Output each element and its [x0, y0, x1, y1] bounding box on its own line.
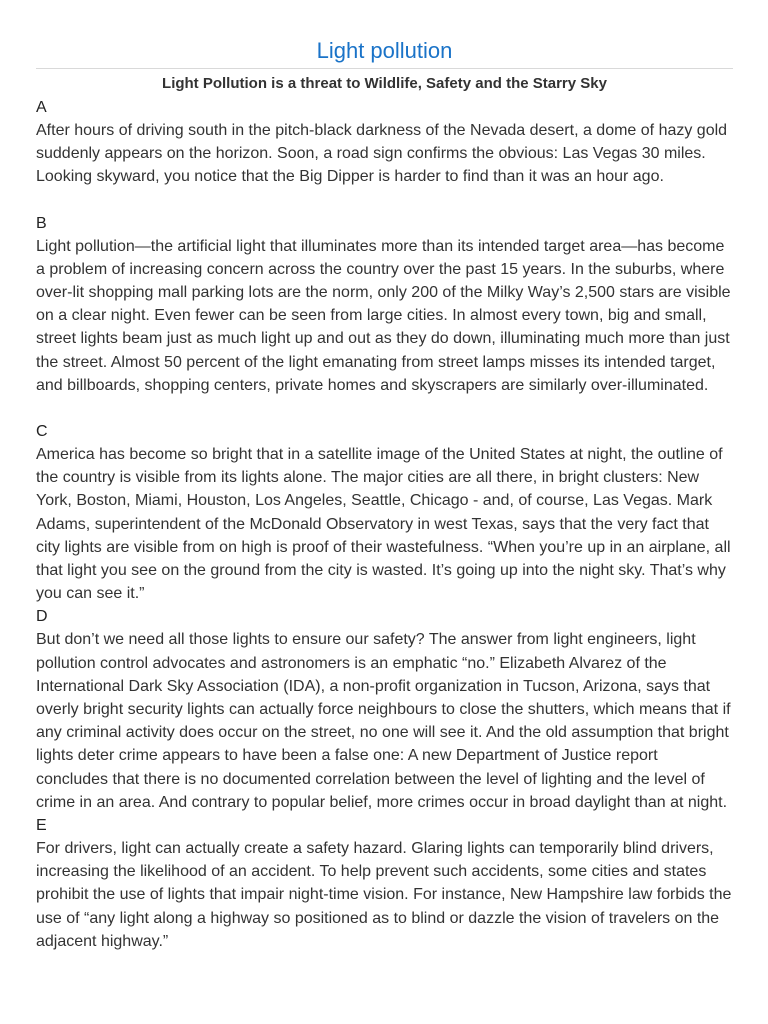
section-paragraph: After hours of driving south in the pitch-black darkness of the Nevada desert, a dome of hazy gold suddenly appears on the horizon. Soon, a road sign confirms the obvious: Las Vegas 30 miles. Looking skyward, you notice that the Big Dipper is harder to find than it was an hour ago. [36, 122, 728, 186]
section-b [36, 212, 733, 397]
page-title: Light pollution [316, 38, 453, 63]
section-c [36, 420, 733, 605]
section-label: D [36, 608, 48, 626]
section-paragraph: Light pollution—the artificial light that illuminates more than its intended target area—has become a problem of increasing concern across the country over the past 15 years. In the suburbs, where over-lit shopping mall parking lots are the norm, only 200 of the Milky Way’s 2,500 stars are visible on a clear night. Even fewer can be seen from large cities. In almost every town, big and small, street lights beam just as much light up and out as they do down, illuminating much more than just the street. Almost 50 percent of the light emanating from street lamps misses its intended target, and billboards, shopping centers, private homes and skyscrapers are similarly over-illuminated. [36, 237, 731, 394]
section-d [36, 605, 733, 814]
section-label: A [36, 99, 47, 116]
document-page [36, 0, 733, 953]
section-paragraph: America has become so bright that in a satellite image of the United States at night, the outline of the country is visible from its lights alone. The major cities are all there, in bright clusters: New York, Boston, Miami, Houston, Los Angeles, Seattle, Chicago - and, of course, Las Vegas. Mark Adams, superintendent of the McDonald Observatory in west Texas, says that the very fact that city lights are visible from on high is proof of their wastefulness. “When you’re up in an airplane, all that light you see on the ground from the city is wasted. It’s going up into the night sky. That’s why you can see it.” [36, 446, 731, 603]
section-label: E [36, 817, 47, 835]
paragraph-gap [36, 397, 733, 420]
section-label: B [36, 214, 47, 232]
article-subtitle: Light Pollution is a threat to Wildlife, Safety and the Starry Sky [162, 75, 607, 92]
section-a [36, 96, 733, 189]
section-paragraph: But don’t we need all those lights to ensure our safety? The answer from light engineers, light pollution control advocates and astronomers is an emphatic “no.” Elizabeth Alvarez of the International Dark Sky Association (IDA), a non-profit organization in Tucson, Arizona, says that overly bright security lights can actually force neighbours to close the shutters, which means that if any criminal activity does occur on the street, no one will see it. And the old assumption that bright lights deter crime appears to have been a false one: A new Department of Justice report concludes that there is no documented correlation between the level of lighting and the level of crime in an area. And contrary to popular belief, more crimes occur in broad daylight than at night. [36, 631, 731, 811]
paragraph-gap [36, 189, 733, 212]
section-label: C [36, 423, 48, 441]
title-divider [36, 68, 733, 69]
section-e [36, 814, 733, 953]
section-paragraph: For drivers, light can actually create a safety hazard. Glaring lights can temporarily blind drivers, increasing the likelihood of an accident. To help prevent such accidents, some cities and states prohibit the use of lights that impair night-time vision. For instance, New Hampshire law forbids the use of “any light along a highway so positioned as to blind or dazzle the vision of travelers on the adjacent highway.” [36, 840, 732, 950]
